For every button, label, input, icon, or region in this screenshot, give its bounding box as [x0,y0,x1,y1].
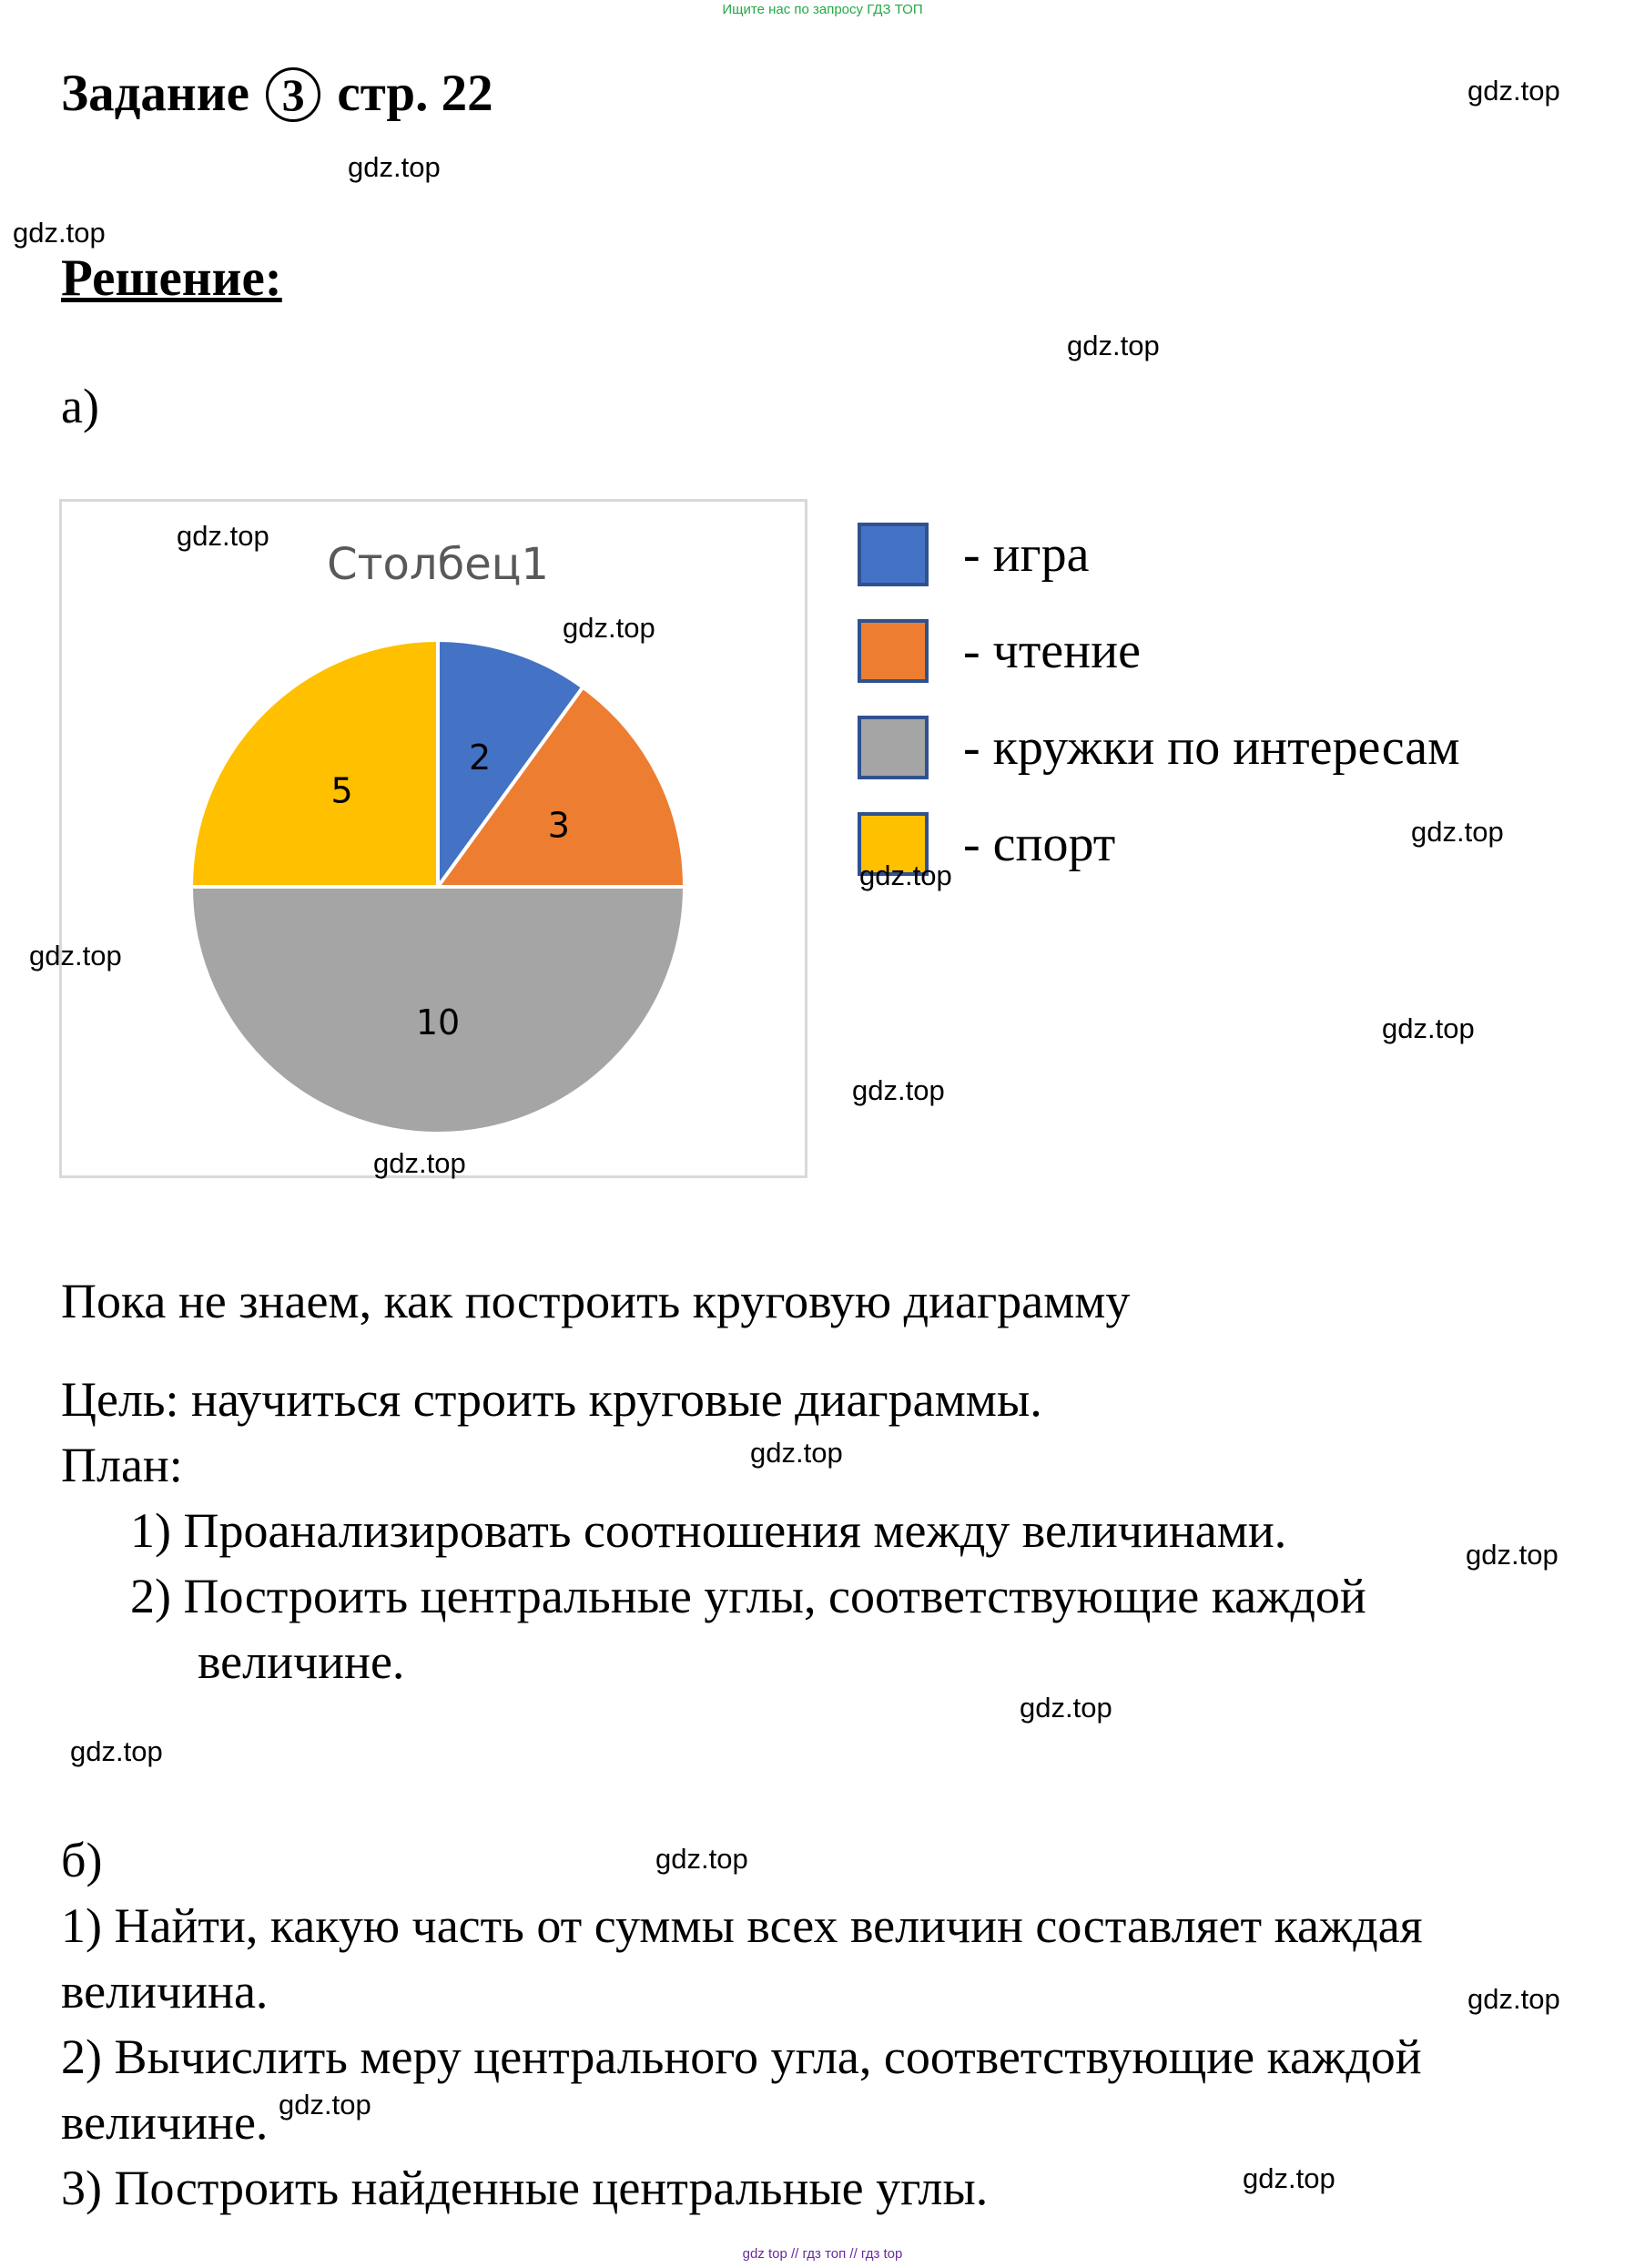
watermark: gdz.top [1411,816,1504,848]
watermark: gdz.top [655,1843,748,1875]
watermark: gdz.top [29,940,122,971]
text-plan: План: [61,1438,183,1492]
watermark: gdz.top [1243,2162,1335,2194]
legend-label-game: - игра [963,526,1090,583]
watermark: gdz.top [750,1437,843,1469]
part-b-step-2: 2) Вычислить меру центрального угла, соответствующие каждой [61,2029,1422,2084]
chart-title: Столбец1 [327,539,549,590]
watermark: gdz.top [348,151,441,183]
legend-item-game [858,506,1460,603]
watermark: gdz.top [563,612,655,644]
legend-swatch-reading [858,619,929,683]
watermark: gdz.top [70,1735,163,1767]
legend-item-reading [858,603,1460,699]
part-a-label: а) [61,379,99,433]
legend-swatch-game [858,523,929,586]
pie-chart [62,502,805,1175]
task-heading-prefix: Задание [61,65,249,122]
legend-label-clubs: - кружки по интересам [963,719,1460,776]
pie-label-reading: 3 [547,805,570,846]
watermark: gdz.top [177,520,269,552]
part-b-step-1-cont: величина. [61,1964,269,2019]
plan-item-2-cont: величине. [198,1634,405,1689]
watermark: gdz.top [1382,1012,1475,1044]
top-search-note: Ищите нас по запросу ГДЗ ТОП [722,2,923,17]
part-b-step-2-cont: величине. [61,2095,269,2150]
plan-item-1: 1) Проанализировать соотношения между величинами. [130,1503,1287,1558]
pie-label-clubs: 10 [415,1002,461,1043]
bottom-note: gdz top // гдз топ // гдз top [742,2246,903,2262]
pie-slice-sport [191,640,438,887]
watermark: gdz.top [279,2089,371,2121]
legend-label-sport: - спорт [963,816,1116,872]
task-heading [61,64,493,123]
legend-item-clubs [858,699,1460,796]
pie-label-sport: 5 [330,770,353,811]
text-unknown: Пока не знаем, как построить круговую диаграмму [61,1274,1131,1328]
watermark: gdz.top [1467,1983,1560,2015]
legend-swatch-clubs [858,716,929,779]
solution-label: Решение: [61,249,282,307]
watermark: gdz.top [1467,75,1560,107]
text-goal: Цель: научиться строить круговые диаграммы. [61,1372,1042,1427]
task-number-circle: 3 [266,67,320,122]
watermark: gdz.top [852,1074,945,1106]
part-b-step-3: 3) Построить найденные центральные углы. [61,2161,989,2215]
pie-label-game: 2 [468,737,492,778]
task-heading-page: стр. 22 [337,65,493,122]
watermark: gdz.top [13,217,106,249]
watermark: gdz.top [859,859,952,891]
plan-item-2: 2) Построить центральные углы, соответствующие каждой [130,1569,1366,1623]
pie-chart-frame [59,499,807,1178]
part-b-step-1: 1) Найти, какую часть от суммы всех величин составляет каждая [61,1898,1423,1953]
legend-label-reading: - чтение [963,623,1141,679]
watermark: gdz.top [1466,1539,1559,1571]
part-b-label: б) [61,1833,103,1887]
watermark: gdz.top [1067,330,1160,361]
legend [858,506,1460,892]
watermark: gdz.top [1020,1692,1112,1724]
watermark: gdz.top [373,1147,466,1179]
